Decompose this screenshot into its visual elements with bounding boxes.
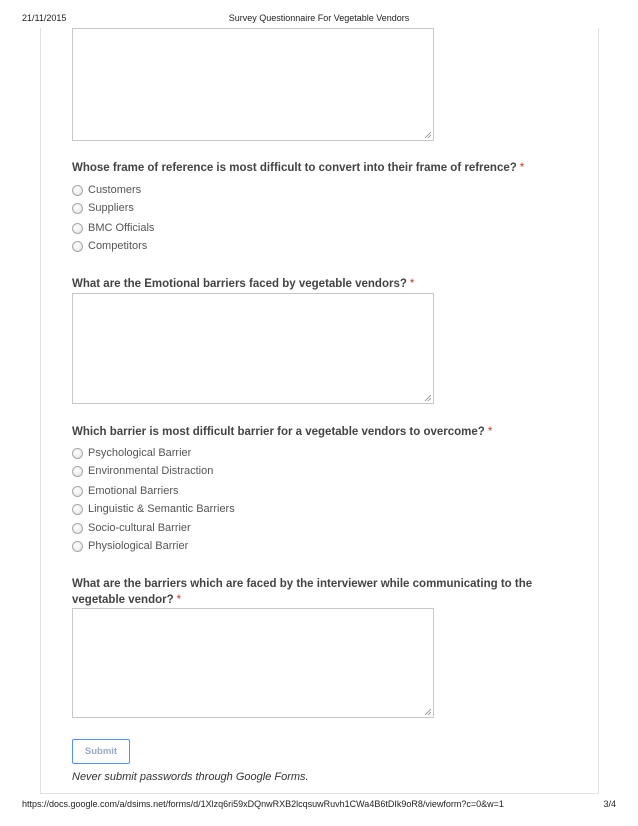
option-label: Customers	[88, 184, 142, 196]
question-label: What are the Emotional barriers faced by vegetable vendors?	[72, 278, 407, 290]
question-label: Whose frame of reference is most difficult to convert into their frame of refrence?	[72, 162, 517, 174]
question-label-line-1: What are the barriers which are faced by the interviewer while communicating to the	[72, 578, 533, 590]
question-frame-of-reference	[72, 160, 542, 176]
option-label: BMC Officials	[88, 222, 155, 234]
previous-answer-textarea[interactable]	[72, 28, 434, 141]
page-url: https://docs.google.com/a/dsims.net/forms/d/1Xlzq6ri59xDQnwRXB2lcqsuwRuvh1CWa4B6tDIk9oR8/viewform?c=0&w=1	[22, 799, 504, 809]
print-date: 21/11/2015	[22, 13, 67, 23]
option-emotional-barriers[interactable]	[72, 484, 178, 498]
option-customers[interactable]	[72, 183, 141, 197]
submit-button[interactable]: Submit	[72, 739, 130, 764]
radio-button[interactable]	[72, 504, 83, 515]
option-competitors[interactable]	[72, 239, 147, 253]
emotional-barriers-textarea[interactable]	[72, 293, 434, 404]
resize-grip-icon[interactable]	[424, 394, 431, 401]
resize-grip-icon[interactable]	[424, 708, 431, 715]
option-label: Competitors	[88, 240, 148, 252]
option-label: Linguistic & Semantic Barriers	[88, 503, 235, 515]
radio-button[interactable]	[72, 185, 83, 196]
option-label: Psychological Barrier	[88, 447, 192, 459]
radio-button[interactable]	[72, 223, 83, 234]
print-footer	[22, 799, 616, 811]
required-indicator: *	[487, 426, 493, 438]
radio-button[interactable]	[72, 448, 83, 459]
option-suppliers[interactable]	[72, 201, 134, 215]
question-interviewer-barriers	[72, 576, 542, 608]
required-indicator: *	[519, 162, 525, 174]
radio-button[interactable]	[72, 203, 83, 214]
resize-grip-icon[interactable]	[424, 131, 431, 138]
option-linguistic-semantic-barriers[interactable]	[72, 502, 235, 516]
option-label: Emotional Barriers	[88, 485, 179, 497]
print-header	[22, 13, 616, 25]
option-psychological-barrier[interactable]	[72, 446, 191, 460]
option-environmental-distraction[interactable]	[72, 464, 213, 478]
question-label: Which barrier is most difficult barrier for a vegetable vendors to overcome?	[72, 426, 485, 438]
option-bmc-officials[interactable]	[72, 221, 154, 235]
radio-button[interactable]	[72, 541, 83, 552]
question-most-difficult-barrier	[72, 424, 542, 440]
question-emotional-barriers	[72, 276, 542, 292]
option-physiological-barrier[interactable]	[72, 539, 188, 553]
option-label: Socio-cultural Barrier	[88, 522, 191, 534]
option-socio-cultural-barrier[interactable]	[72, 521, 191, 535]
page-number: 3/4	[603, 799, 616, 809]
password-warning: Never submit passwords through Google Forms.	[72, 771, 309, 783]
required-indicator: *	[409, 278, 415, 290]
question-label-line-2: vegetable vendor?	[72, 594, 174, 606]
option-label: Physiological Barrier	[88, 540, 189, 552]
radio-button[interactable]	[72, 486, 83, 497]
radio-button[interactable]	[72, 241, 83, 252]
option-label: Suppliers	[88, 202, 134, 214]
required-indicator: *	[176, 594, 182, 606]
option-label: Environmental Distraction	[88, 465, 214, 477]
document-title: Survey Questionnaire For Vegetable Vendors	[228, 13, 410, 23]
interviewer-barriers-textarea[interactable]	[72, 608, 434, 718]
radio-button[interactable]	[72, 523, 83, 534]
radio-button[interactable]	[72, 466, 83, 477]
